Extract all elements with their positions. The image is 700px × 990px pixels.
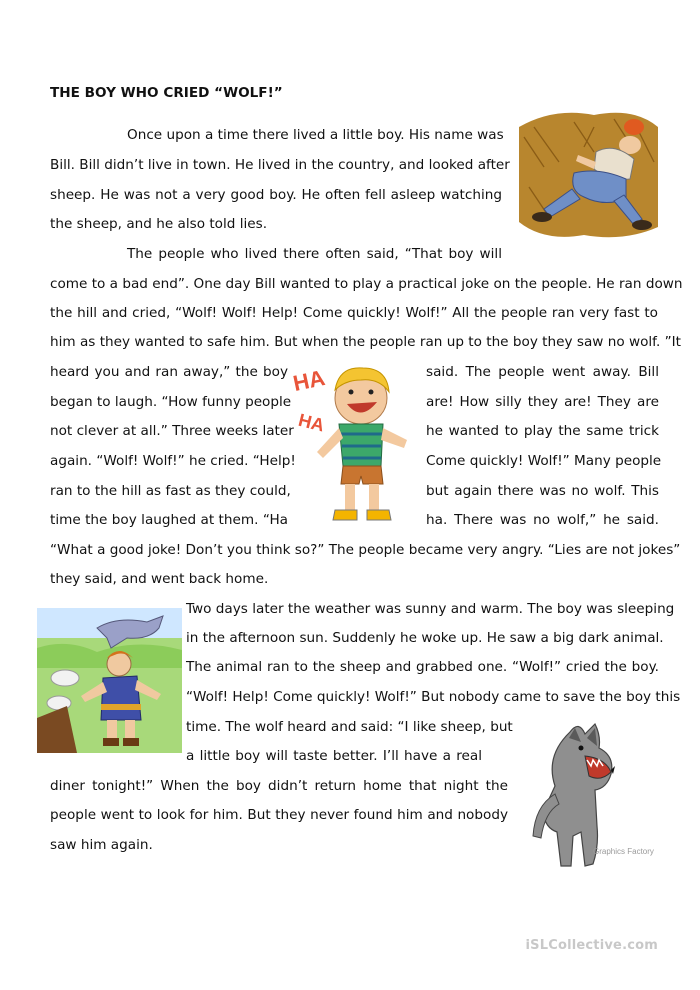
- story-line: Bill. Bill didn’t live in town. He lived in the country, and looked after: [50, 157, 510, 173]
- story-line: heard you and ran away,” the boy: [50, 364, 288, 380]
- story-line: Two days later the weather was sunny and warm. The boy was sleeping: [186, 601, 675, 617]
- story-line: a little boy will taste better. I’ll have a real: [186, 748, 482, 764]
- story-line: said. The people went away. Bill: [426, 364, 659, 380]
- story-line: are! How silly they are! They are: [426, 394, 659, 410]
- story-line: the hill and cried, “Wolf! Wolf! Help! Come quickly! Wolf!” All the people ran very fast to: [50, 305, 658, 321]
- story-line: in the afternoon sun. Suddenly he woke up. He saw a big dark animal.: [186, 630, 664, 646]
- story-line: saw him again.: [50, 837, 153, 853]
- story-line: not clever at all.” Three weeks later: [50, 423, 294, 439]
- story-line: ran to the hill as fast as they could,: [50, 483, 291, 499]
- story-line: Come quickly! Wolf!” Many people: [426, 453, 662, 469]
- story-line: time. The wolf heard and said: “I like sheep, but: [186, 719, 513, 735]
- story-line: he wanted to play the same trick: [426, 423, 659, 439]
- story-line: him as they wanted to safe him. But when the people ran up to the boy they saw no wolf. ”It: [50, 334, 681, 350]
- boy-and-wolf-illustration: [37, 608, 182, 753]
- story-line: The animal ran to the sheep and grabbed one. “Wolf!” cried the boy.: [186, 659, 659, 675]
- sleeping-boy-illustration: [514, 107, 660, 242]
- story-line: diner tonight!” When the boy didn’t return home that night the: [50, 778, 508, 794]
- story-line: Once upon a time there lived a little boy. His name was: [127, 127, 504, 143]
- story-title: THE BOY WHO CRIED “WOLF!”: [50, 85, 283, 101]
- laughing-boy-illustration: [289, 360, 421, 532]
- story-line: time the boy laughed at them. “Ha: [50, 512, 288, 528]
- story-line: people went to look for him. But they never found him and nobody: [50, 807, 508, 823]
- story-line: The people who lived there often said, “That boy will: [127, 246, 502, 262]
- story-line: the sheep, and he also told lies.: [50, 216, 268, 232]
- story-line: ha. There was no wolf,” he said.: [426, 512, 659, 528]
- laugh-text-2: HA: [296, 409, 327, 436]
- story-line: but again there was no wolf. This: [426, 483, 659, 499]
- graphics-factory-logo: Graphics Factory: [593, 847, 654, 856]
- story-line: come to a bad end”. One day Bill wanted to play a practical joke on the people. He ran down: [50, 276, 683, 292]
- story-line: they said, and went back home.: [50, 571, 269, 587]
- story-line: again. “Wolf! Wolf!” he cried. “Help!: [50, 453, 296, 469]
- wolf-illustration: [515, 716, 654, 872]
- story-line: began to laugh. “How funny people: [50, 394, 292, 410]
- laugh-text: HA: [290, 364, 328, 397]
- story-line: “What a good joke! Don’t you think so?” The people became very angry. “Lies are not jokes”: [50, 542, 681, 558]
- watermark: iSLCollective.com: [525, 938, 658, 953]
- story-line: sheep. He was not a very good boy. He often fell asleep watching: [50, 187, 502, 203]
- story-line: “Wolf! Help! Come quickly! Wolf!” But nobody came to save the boy this: [186, 689, 681, 705]
